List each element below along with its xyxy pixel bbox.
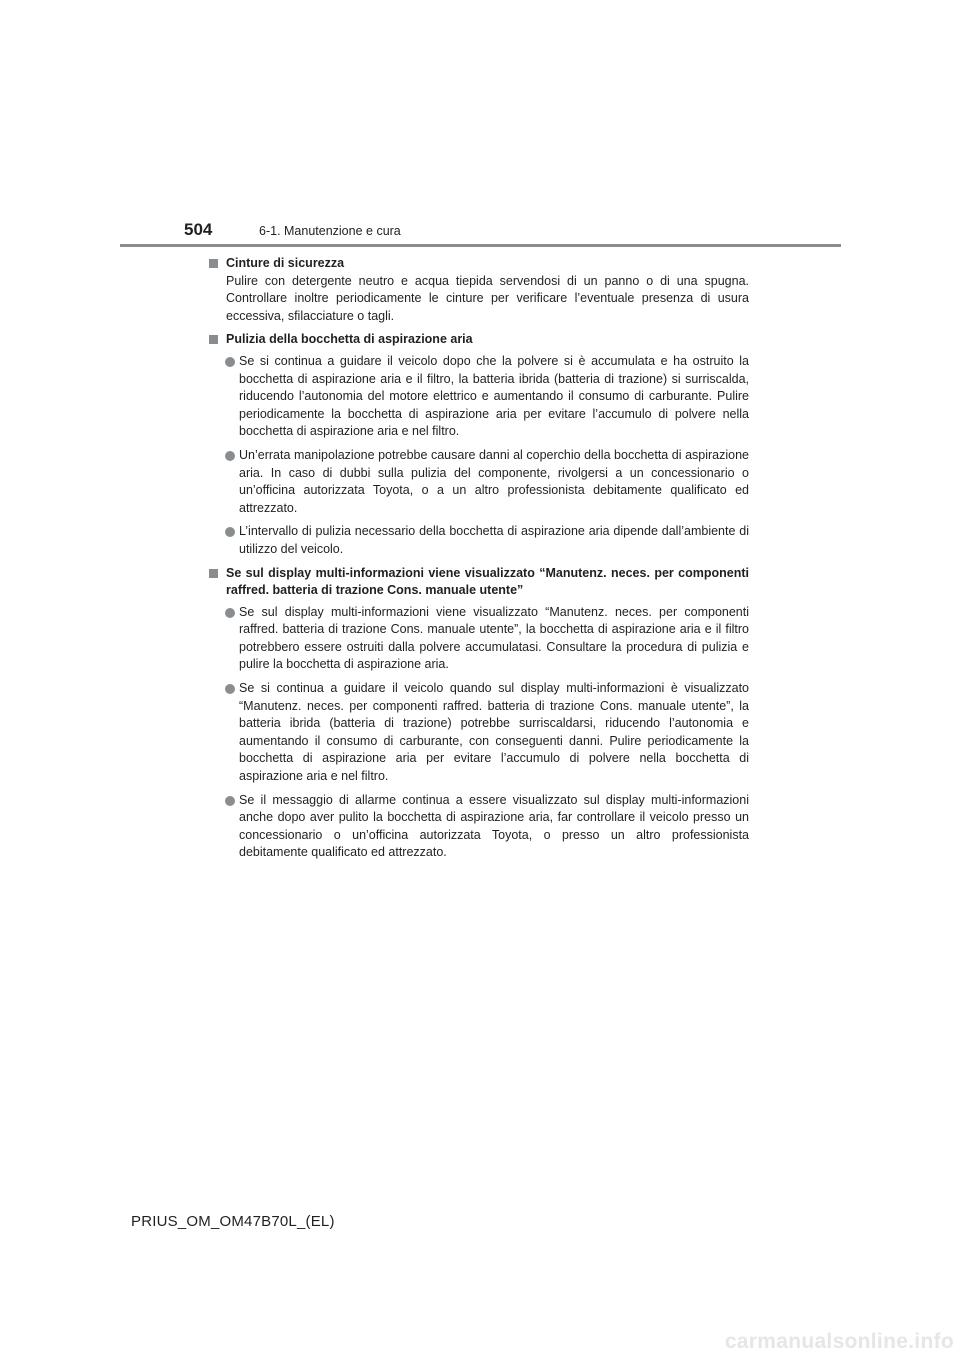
list-item-text: Se il messaggio di allarme continua a essere visualizzato sul display multi-informazioni anche dopo aver pulito la bocchetta di aspirazione aria, far controllare il veicolo presso un concessionario o un’officina autorizzata Toyota, o presso un altro professionista debitamente qualificato ed attrezzato. <box>239 792 749 860</box>
square-bullet-icon <box>209 335 218 344</box>
list-item-text: Se si continua a guidare il veicolo quando sul display multi-informazioni è visualizzato “Manutenz. neces. per componenti raffred. batteria di trazione Cons. manuale utente”, la batteria ibrida (batteria di trazione) potrebbe surriscaldarsi, riducendo l’autonomia e aumentando il consumo di carburante, con conseguenti danni. Pulire periodicamente la bocchetta di aspirazione aria per evitare l’accumulo di polvere nella bocchetta di aspirazione aria e nel filtro. <box>239 681 749 784</box>
circle-bullet-icon <box>225 684 235 694</box>
list-item <box>209 680 749 786</box>
watermark: carmanualsonline.info <box>724 1330 954 1353</box>
list-item-text: Un’errata manipolazione potrebbe causare danni al coperchio della bocchetta di aspirazione aria. In caso di dubbi sulla pulizia del componente, rivolgersi a un concessionario o un’officina autorizzata Toyota, o a un altro professionista debitamente qualificato ed attrezzato. <box>239 447 749 515</box>
section-maintenance-message <box>209 565 749 863</box>
list-item <box>209 353 749 441</box>
list-item <box>209 604 749 674</box>
section-air-intake-cleaning <box>209 331 749 558</box>
section-title: 6-1. Manutenzione e cura <box>259 224 401 238</box>
page-content <box>209 255 749 868</box>
section-heading-text: Cinture di sicurezza <box>226 256 345 270</box>
section-heading-text: Se sul display multi-informazioni viene visualizzato “Manutenz. neces. per componenti raffred. batteria di trazione Cons. manuale utente” <box>226 565 749 598</box>
list-item <box>209 523 749 558</box>
section-heading-text: Pulizia della bocchetta di aspirazione aria <box>226 332 473 347</box>
square-bullet-icon <box>209 569 218 578</box>
section-heading <box>209 331 749 349</box>
header-divider <box>120 244 841 247</box>
document-code: PRIUS_OM_OM47B70L_(EL) <box>131 1213 335 1230</box>
square-bullet-icon <box>209 259 218 268</box>
list-item-text: Se sul display multi-informazioni viene visualizzato “Manutenz. neces. per componenti raffred. batteria di trazione Cons. manuale utente”, la bocchetta di aspirazione aria e il filtro potrebbero essere ostruiti dalla polvere accumulatasi. Consultare la procedura di pulizia e pulire la bocchetta di aspirazione aria. <box>239 604 749 672</box>
circle-bullet-icon <box>225 527 235 537</box>
section-heading <box>209 565 749 600</box>
list-item-text: Se si continua a guidare il veicolo dopo che la polvere si è accumulata e ha ostruito la bocchetta di aspirazione aria e il filtro, la batteria ibrida (batteria di trazione) si surriscalda, riducendo l’autonomia del motore elettrico e aumentando il consumo di carburante. Pulire periodicamente la bocchetta di aspirazione aria per evitare l’accumulo di polvere nella bocchetta di aspirazione aria e nel filtro. <box>239 353 749 439</box>
circle-bullet-icon <box>225 451 235 461</box>
list-item-text: L’intervallo di pulizia necessario della bocchetta di aspirazione aria dipende dall’ambiente di utilizzo del veicolo. <box>239 524 749 556</box>
page-number: 504 <box>184 220 213 239</box>
circle-bullet-icon <box>225 357 235 367</box>
section-seat-belts <box>209 255 749 325</box>
page-header <box>120 214 841 254</box>
paragraph: Pulire con detergente neutro e acqua tiepida servendosi di un panno o di una spugna. Controllare inoltre periodicamente le cinture per verificare l’eventuale presenza di usura eccessiva, sfilacciature o tagli. <box>226 273 749 323</box>
section-heading <box>209 255 749 273</box>
circle-bullet-icon <box>225 796 235 806</box>
circle-bullet-icon <box>225 608 235 618</box>
list-item <box>209 792 749 862</box>
list-item <box>209 447 749 517</box>
